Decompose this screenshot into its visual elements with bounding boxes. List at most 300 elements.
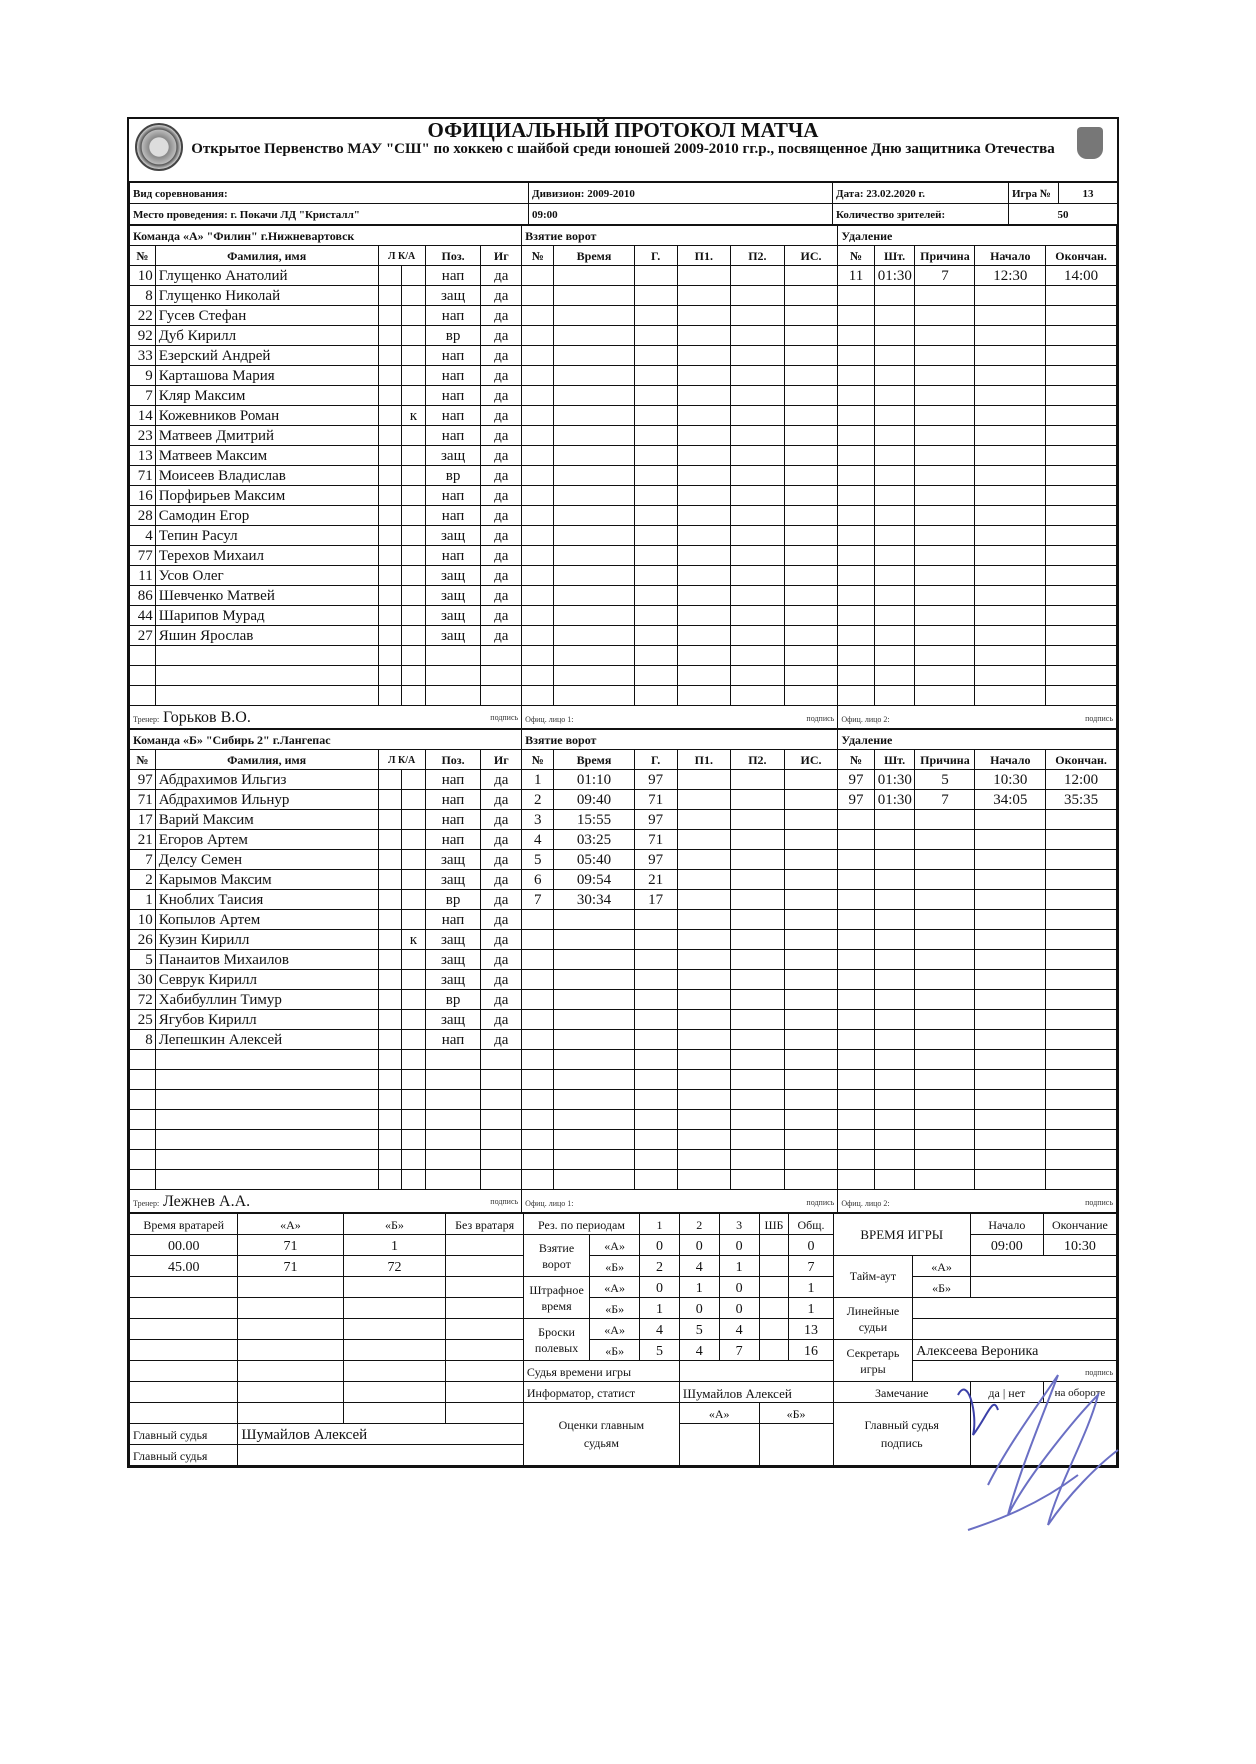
goal-assist-2 <box>731 1070 785 1090</box>
penalty-minutes <box>874 586 915 606</box>
player-played: да <box>481 546 522 566</box>
player-l <box>378 890 402 910</box>
penalty-reason <box>915 930 975 950</box>
goal-assist-1 <box>677 526 731 546</box>
goal-scorer <box>634 306 677 326</box>
player-l <box>378 790 402 810</box>
player-position: защ <box>425 606 481 626</box>
player-l <box>378 426 402 446</box>
penalty-reason <box>915 346 975 366</box>
shots-a-p2: 5 <box>679 1319 719 1340</box>
col-pen-reason: Причина <box>915 246 975 266</box>
player-l <box>378 830 402 850</box>
table-row <box>130 850 1117 870</box>
penalty-reason <box>915 506 975 526</box>
goal-situation <box>784 626 838 646</box>
player-name: Яшин Ярослав <box>155 626 378 646</box>
penalty-number <box>838 1110 874 1130</box>
penalty-number <box>838 326 874 346</box>
ref-marks-label-2: судьям <box>583 1436 619 1450</box>
penalty-end <box>1046 930 1117 950</box>
goals-a-p2: 0 <box>679 1235 719 1256</box>
goal-number <box>522 910 554 930</box>
table-row <box>130 386 1117 406</box>
player-captain: к <box>402 406 426 426</box>
penalty-number <box>838 606 874 626</box>
goal-scorer <box>634 1070 677 1090</box>
venue: Место проведения: г. Покачи ЛД "Кристалл" <box>130 204 529 225</box>
player-number: 16 <box>130 486 156 506</box>
penalty-reason <box>915 686 975 706</box>
player-l <box>378 486 402 506</box>
player-played: да <box>481 850 522 870</box>
penalty-reason <box>915 526 975 546</box>
player-number <box>130 646 156 666</box>
player-position: защ <box>425 626 481 646</box>
player-name: Глущенко Николай <box>155 286 378 306</box>
shots-a-p1: 4 <box>640 1319 680 1340</box>
player-played: да <box>481 870 522 890</box>
goals-a-total: 0 <box>789 1235 833 1256</box>
player-l <box>378 910 402 930</box>
penalty-number <box>838 586 874 606</box>
penalty-minutes <box>874 1110 915 1130</box>
goal-number <box>522 586 554 606</box>
goal-time <box>554 1050 634 1070</box>
player-position: защ <box>425 870 481 890</box>
player-captain <box>402 890 426 910</box>
penalty-number <box>838 830 874 850</box>
player-l <box>378 546 402 566</box>
goal-assist-2 <box>731 326 785 346</box>
ref-marks-label <box>523 1403 679 1466</box>
penalty-start <box>975 466 1046 486</box>
penalty-reason <box>915 850 975 870</box>
player-name <box>155 646 378 666</box>
goal-number <box>522 266 554 286</box>
player-l <box>378 1150 402 1170</box>
player-played: да <box>481 770 522 790</box>
player-position: нап <box>425 790 481 810</box>
penalty-reason <box>915 466 975 486</box>
player-played: да <box>481 890 522 910</box>
player-position: нап <box>425 486 481 506</box>
player-captain <box>402 526 426 546</box>
gk-time-label: Время вратарей <box>130 1214 238 1235</box>
penalty-start <box>975 950 1046 970</box>
player-name: Шарипов Мурад <box>155 606 378 626</box>
player-position <box>425 1110 481 1130</box>
goal-time <box>554 1170 634 1190</box>
player-played: да <box>481 930 522 950</box>
timeout-label: Тайм-аут <box>833 1256 913 1298</box>
player-name: Гусев Стефан <box>155 306 378 326</box>
table-row <box>130 1130 1117 1150</box>
player-l <box>378 666 402 686</box>
gk-b-label: «Б» <box>343 1214 446 1235</box>
penalty-end <box>1046 326 1117 346</box>
match-info <box>129 182 1118 225</box>
penalty-reason <box>915 870 975 890</box>
match-time: 09:00 <box>529 204 833 225</box>
penalty-minutes <box>874 286 915 306</box>
player-played: да <box>481 466 522 486</box>
penalty-end <box>1046 426 1117 446</box>
player-position: защ <box>425 286 481 306</box>
goal-scorer: 97 <box>634 770 677 790</box>
player-position <box>425 1130 481 1150</box>
penalty-number: 97 <box>838 790 874 810</box>
gk-row-empty <box>446 1403 523 1424</box>
penalty-minutes: 01:30 <box>874 790 915 810</box>
player-name <box>155 1170 378 1190</box>
penalty-minutes <box>874 366 915 386</box>
penalty-reason <box>915 970 975 990</box>
goal-situation <box>784 406 838 426</box>
player-position: защ <box>425 930 481 950</box>
player-captain: к <box>402 930 426 950</box>
goal-situation <box>784 366 838 386</box>
player-number: 8 <box>130 286 156 306</box>
goal-scorer <box>634 486 677 506</box>
goal-time <box>554 910 634 930</box>
col-no: № <box>130 750 156 770</box>
coach-label: Тренер: <box>133 1199 160 1208</box>
division: Дивизион: 2009-2010 <box>529 183 833 204</box>
penalty-number <box>838 1070 874 1090</box>
player-number <box>130 1090 156 1110</box>
gk-row-empty <box>343 1382 446 1403</box>
goal-assist-2 <box>731 586 785 606</box>
goal-assist-1 <box>677 586 731 606</box>
goal-number <box>522 950 554 970</box>
no-gk-label: Без вратаря <box>446 1214 523 1235</box>
goal-assist-2 <box>731 1090 785 1110</box>
player-position: нап <box>425 266 481 286</box>
goal-assist-2 <box>731 466 785 486</box>
penalty-minutes <box>874 870 915 890</box>
player-name: Карташова Мария <box>155 366 378 386</box>
gk-a-label: «А» <box>238 1214 343 1235</box>
player-captain <box>402 386 426 406</box>
player-captain <box>402 626 426 646</box>
goal-number <box>522 990 554 1010</box>
table-row <box>130 406 1117 426</box>
penalty-start <box>975 666 1046 686</box>
penalty-number: 97 <box>838 770 874 790</box>
player-played <box>481 1130 522 1150</box>
goal-time <box>554 1130 634 1150</box>
page-title: ОФИЦИАЛЬНЫЙ ПРОТОКОЛ МАТЧА <box>427 118 819 142</box>
goal-assist-1 <box>677 890 731 910</box>
goal-assist-1 <box>677 686 731 706</box>
player-position: нап <box>425 346 481 366</box>
player-l <box>378 1110 402 1130</box>
player-number <box>130 1170 156 1190</box>
penalty-minutes <box>874 930 915 950</box>
protocol-header <box>129 119 1117 182</box>
player-captain <box>402 566 426 586</box>
penalty-minutes <box>874 1010 915 1030</box>
goal-number <box>522 626 554 646</box>
goal-situation <box>784 266 838 286</box>
player-position: вр <box>425 990 481 1010</box>
goal-situation <box>784 970 838 990</box>
player-captain <box>402 466 426 486</box>
goals-b-label: «Б» <box>590 1256 640 1277</box>
goal-scorer <box>634 1110 677 1130</box>
player-l <box>378 870 402 890</box>
goal-number <box>522 446 554 466</box>
penalty-start <box>975 1050 1046 1070</box>
penalty-minutes <box>874 1170 915 1190</box>
penalty-start <box>975 1030 1046 1050</box>
player-captain <box>402 286 426 306</box>
pen-b-p1: 1 <box>640 1298 680 1319</box>
player-number: 1 <box>130 890 156 910</box>
goal-time <box>554 1030 634 1050</box>
goals-title: Взятие ворот <box>522 730 838 750</box>
penalty-number <box>838 646 874 666</box>
goal-assist-2 <box>731 606 785 626</box>
goal-number <box>522 1090 554 1110</box>
player-position: нап <box>425 406 481 426</box>
goal-situation <box>784 286 838 306</box>
goal-time <box>554 446 634 466</box>
penalty-number <box>838 546 874 566</box>
official-1-label: Офиц. лицо 1: <box>525 1199 574 1208</box>
goal-time <box>554 666 634 686</box>
goal-situation <box>784 810 838 830</box>
penalty-end <box>1046 606 1117 626</box>
player-captain <box>402 950 426 970</box>
player-captain <box>402 1070 426 1090</box>
penalty-reason <box>915 950 975 970</box>
penalty-start <box>975 970 1046 990</box>
game-start: 09:00 <box>970 1235 1043 1256</box>
table-row <box>130 790 1117 810</box>
penalty-number <box>838 870 874 890</box>
penalty-time-label-2: время <box>541 1298 572 1313</box>
table-row <box>130 1090 1117 1110</box>
period-3: 3 <box>719 1214 759 1235</box>
penalty-end <box>1046 506 1117 526</box>
penalty-title: Удаление <box>838 730 1117 750</box>
periods-label: Рез. по периодам <box>523 1214 639 1235</box>
goal-assist-1 <box>677 970 731 990</box>
penalty-end <box>1046 1070 1117 1090</box>
goal-assist-2 <box>731 1010 785 1030</box>
pen-b-total: 1 <box>789 1298 833 1319</box>
player-played: да <box>481 566 522 586</box>
goal-time <box>554 646 634 666</box>
page-subtitle: Открытое Первенство МАУ "СШ" по хоккею с шайбой среди юношей 2009-2010 гг.р., посвященное Дню защитника Отечества <box>191 141 1055 157</box>
goal-assist-1 <box>677 1050 731 1070</box>
player-l <box>378 286 402 306</box>
goal-assist-1 <box>677 366 731 386</box>
goal-situation <box>784 686 838 706</box>
timeout-b-label: «Б» <box>913 1277 971 1298</box>
player-l <box>378 606 402 626</box>
player-captain <box>402 1010 426 1030</box>
penalty-reason <box>915 586 975 606</box>
goals-b-p1: 2 <box>640 1256 680 1277</box>
penalty-end <box>1046 386 1117 406</box>
penalty-start <box>975 286 1046 306</box>
player-captain <box>402 1130 426 1150</box>
goal-scorer <box>634 386 677 406</box>
goal-situation <box>784 606 838 626</box>
goal-scorer <box>634 626 677 646</box>
player-number: 8 <box>130 1030 156 1050</box>
player-captain <box>402 1110 426 1130</box>
goal-situation <box>784 830 838 850</box>
player-number <box>130 1130 156 1150</box>
player-number: 13 <box>130 446 156 466</box>
col-pen-no: № <box>838 750 874 770</box>
player-captain <box>402 1090 426 1110</box>
penalty-number <box>838 970 874 990</box>
penalty-minutes <box>874 446 915 466</box>
player-l <box>378 526 402 546</box>
penalty-title: Удаление <box>838 226 1117 246</box>
penalty-minutes <box>874 666 915 686</box>
player-played <box>481 666 522 686</box>
player-number: 33 <box>130 346 156 366</box>
col-pos: Поз. <box>425 246 481 266</box>
penalty-reason <box>915 486 975 506</box>
start-label: Начало <box>970 1214 1043 1235</box>
gk-row-empty <box>238 1319 343 1340</box>
gk-row-a: 71 <box>238 1256 343 1277</box>
goal-assist-2 <box>731 810 785 830</box>
spectators-count: 50 <box>1009 204 1118 225</box>
player-played <box>481 1090 522 1110</box>
table-row <box>130 1170 1117 1190</box>
period-2: 2 <box>679 1214 719 1235</box>
penalty-start <box>975 1130 1046 1150</box>
player-number <box>130 1050 156 1070</box>
goal-time <box>554 566 634 586</box>
player-name <box>155 686 378 706</box>
penalty-number <box>838 1090 874 1110</box>
player-position: нап <box>425 426 481 446</box>
player-position: защ <box>425 526 481 546</box>
goal-assist-2 <box>731 950 785 970</box>
match-date: Дата: 23.02.2020 г. <box>833 183 1009 204</box>
chief-referee-2-label: Главный судья <box>130 1445 238 1466</box>
goal-number <box>522 386 554 406</box>
penalty-number <box>838 346 874 366</box>
player-name: Самодин Егор <box>155 506 378 526</box>
col-goal-p2: П2. <box>731 246 785 266</box>
col-goal-p1: П1. <box>677 750 731 770</box>
player-number: 26 <box>130 930 156 950</box>
goal-number: 1 <box>522 770 554 790</box>
player-name: Абдрахимов Ильгиз <box>155 770 378 790</box>
penalty-number <box>838 1050 874 1070</box>
penalty-minutes <box>874 306 915 326</box>
penalty-end <box>1046 910 1117 930</box>
player-captain <box>402 266 426 286</box>
goal-assist-2 <box>731 566 785 586</box>
penalty-start <box>975 626 1046 646</box>
table-row <box>130 770 1117 790</box>
penalty-end <box>1046 366 1117 386</box>
goal-assist-1 <box>677 1090 731 1110</box>
table-row <box>130 586 1117 606</box>
penalty-reason <box>915 446 975 466</box>
goal-assist-2 <box>731 526 785 546</box>
table-row <box>130 870 1117 890</box>
goal-assist-2 <box>731 286 785 306</box>
goal-time <box>554 546 634 566</box>
goal-scorer: 97 <box>634 810 677 830</box>
penalty-end <box>1046 970 1117 990</box>
player-position: защ <box>425 970 481 990</box>
penalty-end <box>1046 1130 1117 1150</box>
penalty-minutes <box>874 426 915 446</box>
goal-number <box>522 666 554 686</box>
penalty-start <box>975 586 1046 606</box>
goal-assist-1 <box>677 770 731 790</box>
penalty-end <box>1046 646 1117 666</box>
goal-assist-1 <box>677 326 731 346</box>
gk-row-b: 72 <box>343 1256 446 1277</box>
player-played: да <box>481 1010 522 1030</box>
player-position: вр <box>425 890 481 910</box>
player-captain <box>402 770 426 790</box>
goal-time <box>554 930 634 950</box>
player-position <box>425 1150 481 1170</box>
ref-marks-a-value <box>679 1424 759 1466</box>
goals-a-p1: 0 <box>640 1235 680 1256</box>
player-number: 5 <box>130 950 156 970</box>
player-position <box>425 1090 481 1110</box>
player-name: Абдрахимов Ильнур <box>155 790 378 810</box>
player-name <box>155 1150 378 1170</box>
goal-number <box>522 526 554 546</box>
goal-number <box>522 366 554 386</box>
penalty-minutes: 01:30 <box>874 770 915 790</box>
goal-assist-2 <box>731 406 785 426</box>
penalty-end: 14:00 <box>1046 266 1117 286</box>
goal-time: 09:40 <box>554 790 634 810</box>
penalty-minutes <box>874 566 915 586</box>
player-captain <box>402 446 426 466</box>
goal-number <box>522 1050 554 1070</box>
penalty-time-label-1: Штрафное <box>529 1282 584 1297</box>
penalty-end <box>1046 810 1117 830</box>
goal-scorer <box>634 910 677 930</box>
player-played: да <box>481 910 522 930</box>
penalty-time-label <box>523 1277 589 1319</box>
penalty-minutes <box>874 1050 915 1070</box>
goal-assist-2 <box>731 890 785 910</box>
goal-number <box>522 306 554 326</box>
goal-situation <box>784 1050 838 1070</box>
col-goal-time: Время <box>554 750 634 770</box>
player-number <box>130 1110 156 1130</box>
player-played <box>481 646 522 666</box>
penalty-start <box>975 890 1046 910</box>
player-position: защ <box>425 950 481 970</box>
ref-marks-a: «А» <box>679 1403 759 1424</box>
team-title: Команда «А» "Филин" г.Нижневартовск <box>130 226 522 246</box>
gk-row-empty <box>343 1298 446 1319</box>
penalty-end <box>1046 890 1117 910</box>
col-pen-reason: Причина <box>915 750 975 770</box>
